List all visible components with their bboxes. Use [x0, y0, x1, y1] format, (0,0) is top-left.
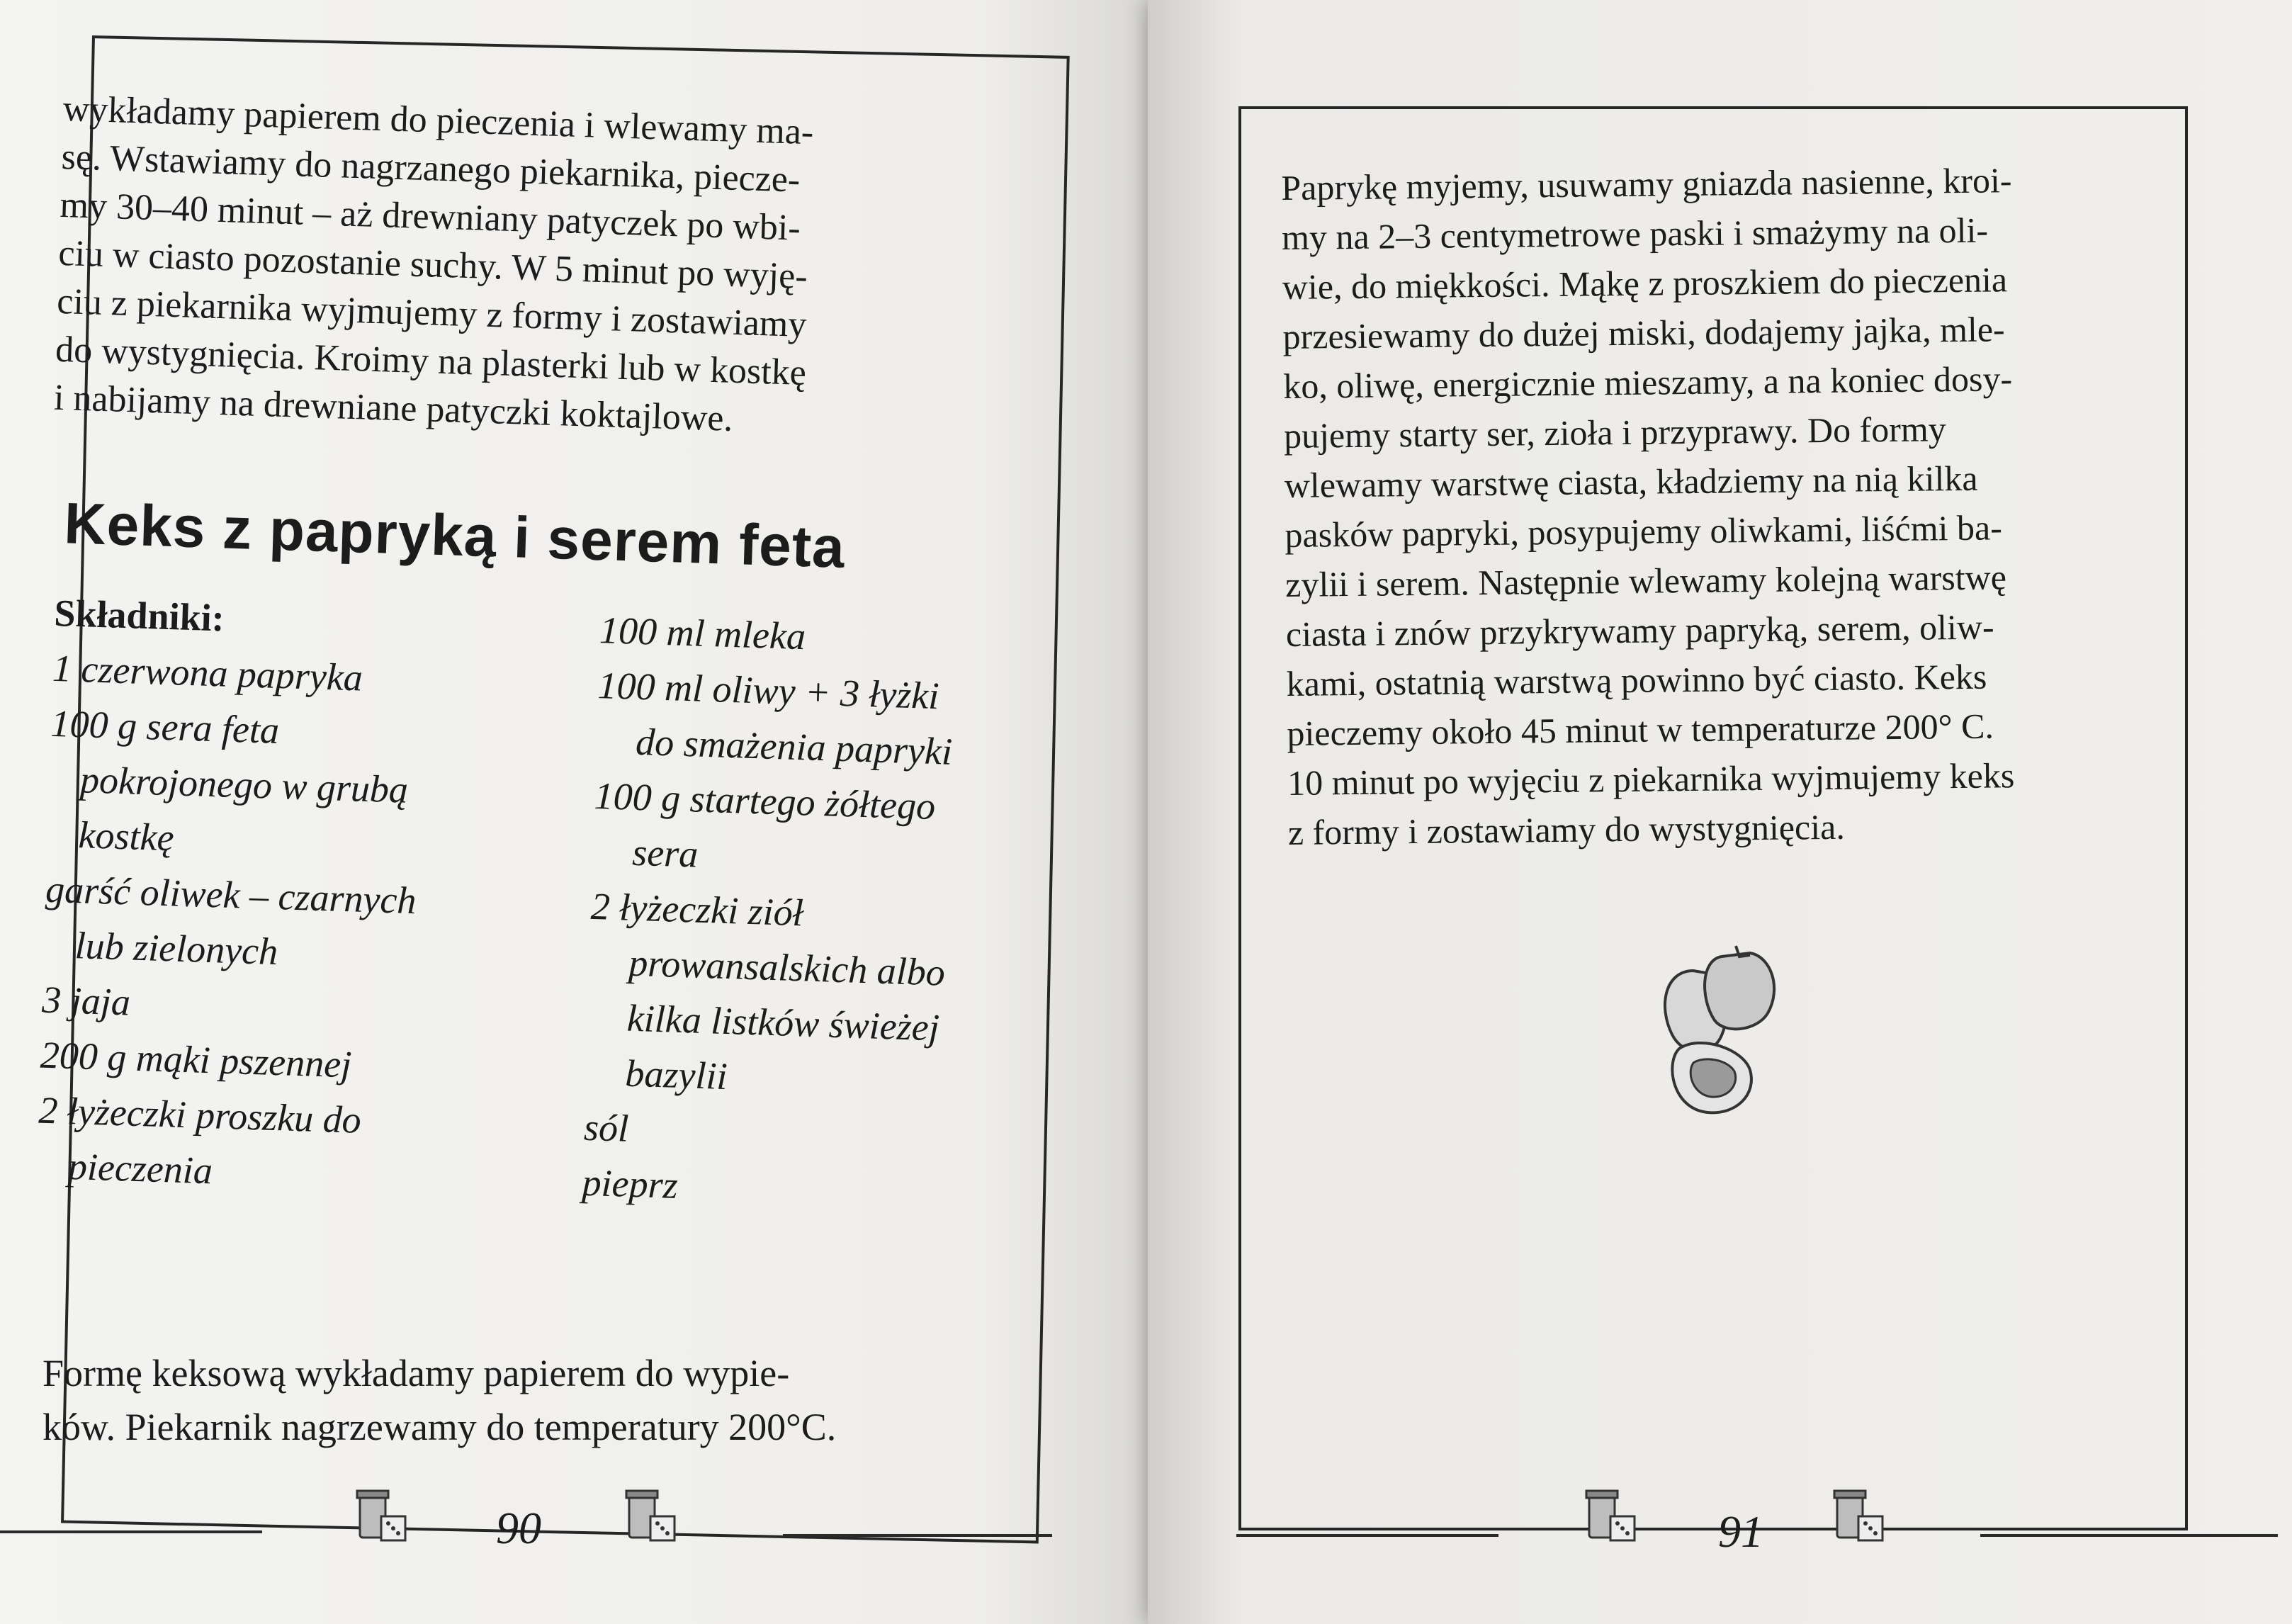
ingredient-item: prowansalskich albo — [628, 941, 946, 994]
ingredients-section — [28, 585, 1039, 1240]
ingredient-item: 100 g startego żółtego — [593, 774, 937, 828]
text-line: sę. Wstawiamy do nagrzanego piekarnika, piecze- — [60, 136, 801, 201]
page-number-right: 91 — [1718, 1506, 1763, 1557]
ingredient-item: 2 łyżeczki proszku do — [38, 1088, 362, 1141]
text-line: ciasta i znów przykrywamy papryką, serem, oliw- — [1285, 607, 1994, 654]
dice-jar-icon — [623, 1488, 680, 1552]
text-line: Paprykę myjemy, usuwamy gniazda nasienne, kroi- — [1281, 160, 2012, 208]
ingredients-heading: Składniki: — [53, 591, 225, 640]
ingredient-item: pieczenia — [67, 1144, 213, 1192]
text-line: pasków papryki, posypujemy oliwkami, liśćmi ba- — [1285, 507, 2003, 555]
recipe-title: Keks z papryką i serem feta — [63, 491, 847, 580]
dice-jar-icon — [1583, 1488, 1640, 1552]
ingredient-item: do smażenia papryki — [635, 720, 953, 773]
text-line: pujemy starty ser, zioła i przyprawy. Do formy — [1283, 409, 1947, 456]
right-page-content — [1281, 154, 2152, 857]
text-line: do wystygnięcia. Kroimy na plasterki lub w kostkę — [55, 329, 807, 394]
ingredient-item: kostkę — [77, 813, 175, 859]
dice-jar-icon — [354, 1488, 411, 1552]
text-line: wie, do miękkości. Mąkę z proszkiem do pieczenia — [1282, 259, 2008, 307]
footer-rule-left-2 — [783, 1534, 1052, 1537]
text-line: wykładamy papierem do pieczenia i wlewamy ma- — [62, 88, 815, 153]
ingredient-item: 3 jaja — [41, 978, 131, 1024]
continued-text — [53, 85, 1055, 453]
text-line: i nabijamy na drewniane patyczki koktajlowe. — [53, 377, 734, 439]
ingredient-item: 100 ml oliwy + 3 łyżki — [597, 664, 940, 718]
left-page-bottom-text — [43, 1346, 1020, 1454]
ingredient-item: 100 ml mleka — [599, 609, 806, 658]
ingredient-item: 2 łyżeczki ziół — [590, 884, 804, 935]
text-line: ciu w ciasto pozostanie suchy. W 5 minut po wyję- — [57, 232, 808, 298]
page-number-left: 90 — [496, 1503, 541, 1553]
bell-pepper-icon — [1651, 942, 1807, 1127]
text-line: my na 2–3 centymetrowe paski i smażymy na oli- — [1281, 210, 1989, 257]
dice-jar-icon — [1831, 1488, 1888, 1552]
ingredient-item: garść oliwek – czarnych — [45, 867, 417, 923]
ingredient-item: sera — [631, 830, 699, 876]
footer-rule-left — [0, 1530, 262, 1533]
ingredient-item: sól — [583, 1105, 630, 1150]
footer-rule-right-2 — [1980, 1534, 2278, 1537]
text-line: kami, ostatnią warstwą powinno być ciasto. Keks — [1286, 656, 1987, 704]
text-line: zylii i serem. Następnie wlewamy kolejną warstwę — [1285, 557, 2007, 604]
ingredient-item: lub zielonych — [74, 924, 279, 974]
text-line: z formy i zostawiamy do wystygnięcia. — [1287, 806, 1846, 852]
text-line: ko, oliwę, energicznie mieszamy, a na koniec dosy- — [1283, 359, 2013, 406]
ingredient-item: 100 g sera feta — [50, 701, 280, 752]
ingredient-item: pieprz — [581, 1161, 679, 1207]
ingredient-item: pokrojonego w grubą — [79, 758, 409, 811]
ingredients-column-1 — [36, 585, 565, 1209]
ingredients-column-2 — [581, 602, 1039, 1224]
ingredient-item: bazylii — [624, 1051, 728, 1098]
ingredient-item: 1 czerwona papryka — [52, 646, 363, 699]
text-line: 10 minut po wyjęciu z piekarnika wyjmujemy keks — [1287, 755, 2015, 803]
text-line: Formę keksową wykładamy papierem do wypie- — [43, 1352, 790, 1394]
text-line: pieczemy około 45 minut w temperaturze 200° C. — [1287, 706, 1994, 753]
text-line: wlewamy warstwę ciasta, kładziemy na nią kilka — [1284, 458, 1978, 505]
footer-rule-right — [1236, 1534, 1498, 1537]
left-page-content — [28, 85, 1055, 1239]
text-line: przesiewamy do dużej miski, dodajemy jajka, mle- — [1282, 309, 2005, 356]
text-line: ciu z piekarnika wyjmujemy z formy i zostawiamy — [56, 281, 808, 346]
text-line: my 30–40 minut – aż drewniany patyczek po wbi- — [59, 184, 801, 249]
ingredient-item: kilka listków świeżej — [626, 996, 940, 1049]
text-line: ków. Piekarnik nagrzewamy do temperatury 200°C. — [43, 1406, 837, 1448]
ingredient-item: 200 g mąki pszennej — [40, 1033, 353, 1086]
